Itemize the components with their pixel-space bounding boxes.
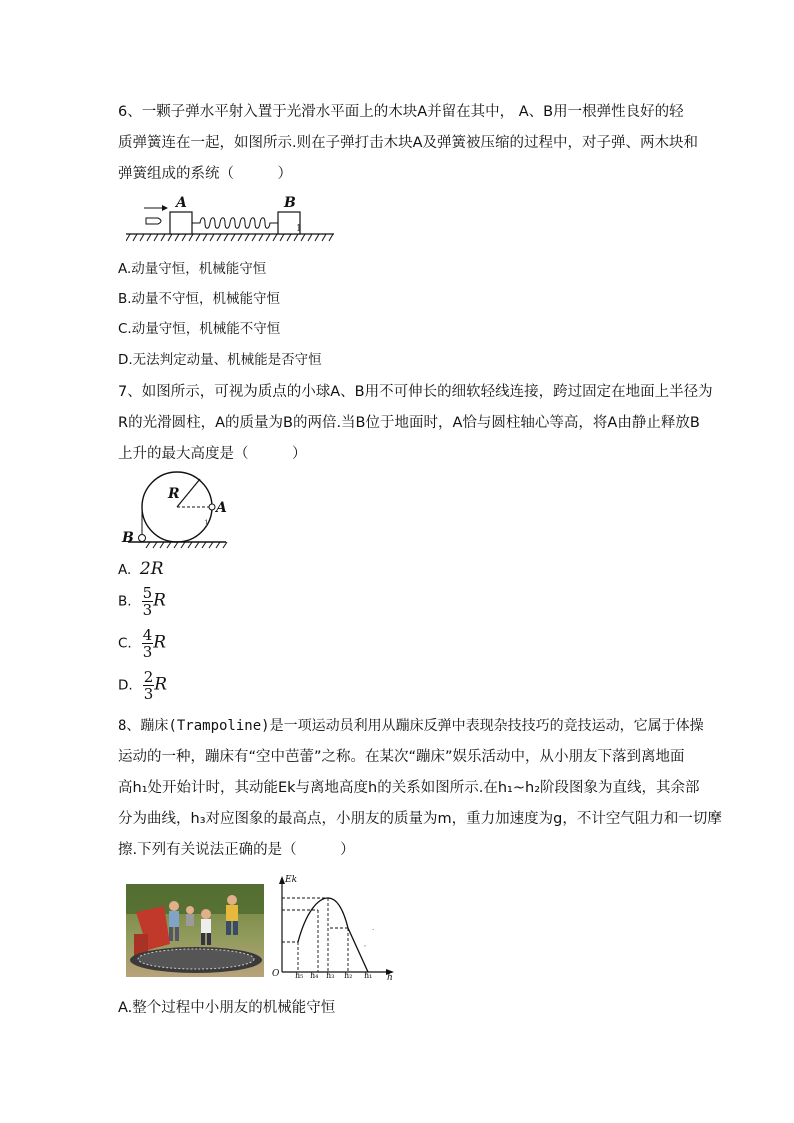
q6-text-line-3: 弹簧组成的系统（ ） <box>118 166 292 182</box>
svg-text:1: 1 <box>296 224 302 234</box>
q7-option-c-unit: R <box>153 632 167 653</box>
q7-option-d-fraction <box>143 669 155 702</box>
q6-option-a: A.动量守恒，机械能守恒 <box>118 261 267 277</box>
q7-fig-label-b: B <box>122 530 134 546</box>
q7-text-line-3: 上升的最大高度是（ ） <box>118 446 307 462</box>
q7-option-d-unit: R <box>154 674 168 695</box>
trampoline-photo <box>126 884 264 977</box>
q7-option-b-prefix: B. <box>118 593 132 610</box>
q7-option-c-numerator: 4 <box>142 626 153 644</box>
svg-text:.: . <box>372 924 375 932</box>
q8-text-line-2: 运动的一种，蹦床有“空中芭蕾”之称。在某次“蹦床”娱乐活动中，从小朋友下落到离地面 <box>118 749 685 765</box>
q8-text-line-3: 高h₁处开始计时，其动能Ek与离地高度h的关系如图所示.在h₁~h₂阶段图象为直线，其余部 <box>118 780 700 796</box>
q7-option-b-unit: R <box>153 590 166 611</box>
q6-fig-label-a: A <box>176 195 187 211</box>
q8-graph-origin: O <box>272 969 280 979</box>
q8-graph-xlabel: h <box>387 973 393 980</box>
q6-spring-blocks-figure <box>126 192 336 244</box>
q6-option-b: B.动量不守恒，机械能守恒 <box>118 291 281 307</box>
q6-fig-label-b: B <box>284 195 296 211</box>
q8-graph-tick-h3: h₃ <box>326 971 335 980</box>
q7-option-c-fraction <box>142 627 154 660</box>
q6-option-c: C.动量守恒，机械能不守恒 <box>118 321 281 337</box>
q7-option-a <box>118 559 164 580</box>
q7-fig-label-r: R <box>168 486 180 502</box>
q7-option-c-denominator: 3 <box>142 643 153 661</box>
q6-option-d: D.无法判定动量、机械能是否守恒 <box>118 352 322 368</box>
q7-option-d-prefix: D. <box>118 677 133 694</box>
q8-graph-tick-h1: h₁ <box>364 971 373 980</box>
q7-option-b <box>118 585 166 621</box>
q7-cylinder-figure <box>120 470 230 552</box>
svg-text:1: 1 <box>204 519 210 528</box>
q7-option-c-prefix: C. <box>118 635 132 652</box>
q8-graph-ylabel: Ek <box>285 875 298 885</box>
q8-graph-tick-h4: h₄ <box>310 971 319 980</box>
q7-option-b-numerator: 5 <box>142 584 153 602</box>
q6-text-line-1: 6、一颗子弹水平射入置于光滑水平面上的木块A并留在其中， A、B用一根弹性良好的轻 <box>118 104 684 120</box>
q7-option-d-numerator: 2 <box>143 668 154 686</box>
q7-option-c <box>118 627 166 663</box>
q8-text-line-1: 8、蹦床(Trampoline)是一项运动员利用从蹦床反弹中表现杂技技巧的竞技运动，它属于体操 <box>118 718 704 734</box>
q8-text-line-4: 分为曲线，h₃对应图象的最高点，小朋友的质量为m，重力加速度为g，不计空气阻力和一切摩 <box>118 811 722 827</box>
q7-option-b-denominator: 3 <box>142 601 153 619</box>
q7-text-line-1: 7、如图所示，可视为质点的小球A、B用不可伸长的细软轻线连接，跨过固定在地面上半径为 <box>118 384 713 400</box>
q8-text-line-5: 擦.下列有关说法正确的是（ ） <box>118 842 355 858</box>
svg-text:,: , <box>364 940 367 948</box>
q8-graph-tick-h2: h₂ <box>344 971 353 980</box>
q6-text-line-2: 质弹簧连在一起，如图所示.则在子弹打击木块A及弹簧被压缩的过程中，对子弹、两木块和 <box>118 135 699 151</box>
q7-text-line-2: R的光滑圆柱，A的质量为B的两倍.当B位于地面时，A恰与圆柱轴心等高，将A由静止释放B <box>118 415 700 431</box>
q8-option-a: A.整个过程中小朋友的机械能守恒 <box>118 1000 336 1016</box>
q8-ek-h-graph <box>270 872 396 980</box>
q7-option-d <box>118 669 167 705</box>
q7-option-b-fraction <box>142 585 154 618</box>
q8-graph-tick-h5: h₅ <box>295 971 304 980</box>
q7-option-a-value: 2R <box>139 559 164 579</box>
q7-option-a-prefix: A. <box>118 562 132 578</box>
q7-option-d-denominator: 3 <box>143 685 154 703</box>
q7-fig-label-a: A <box>216 500 227 516</box>
